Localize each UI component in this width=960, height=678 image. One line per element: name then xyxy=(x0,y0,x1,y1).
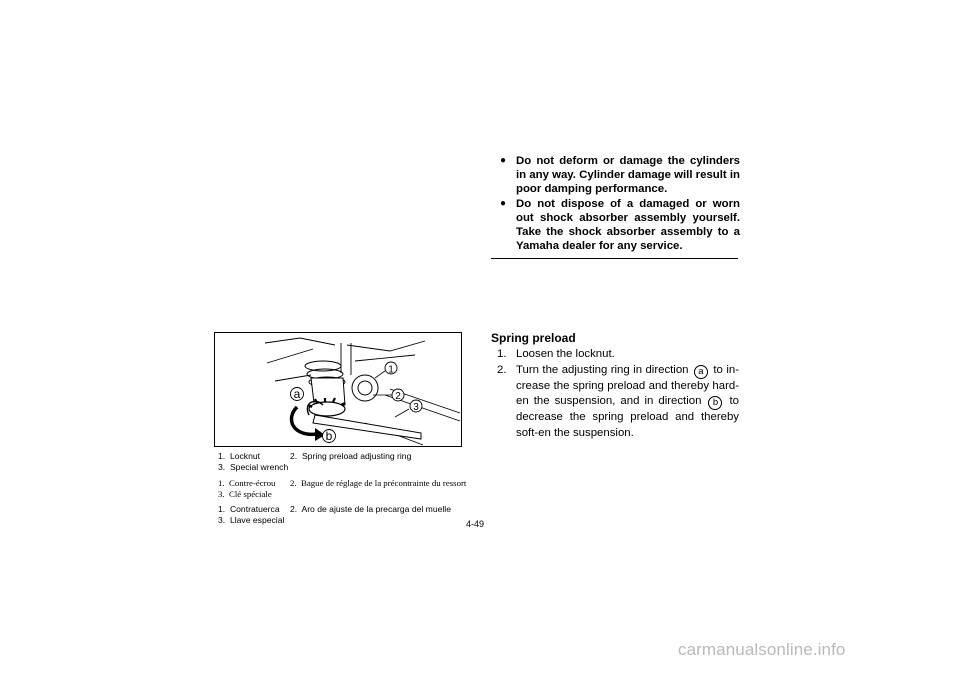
direction-a-icon: a xyxy=(694,365,708,379)
caption-item: 1. Locknut xyxy=(218,451,261,461)
callout-3 xyxy=(410,400,422,413)
caption-item: 1. Contre-écrou xyxy=(218,478,276,488)
caption-spanish-line1 xyxy=(218,504,451,515)
warning-list xyxy=(500,154,740,254)
svg-text:b: b xyxy=(325,429,333,443)
callout-2 xyxy=(392,389,404,402)
step-number: 2. xyxy=(497,363,507,376)
step-item xyxy=(497,363,739,442)
warning-item xyxy=(500,154,740,196)
caption-item: 2. Aro de ajuste de la precarga del muelle xyxy=(290,504,451,514)
spring-preload-figure xyxy=(214,332,462,447)
step-text: Loosen the locknut. xyxy=(516,348,615,360)
bullet-icon: ● xyxy=(500,155,507,166)
caption-item: 2. Bague de réglage de la précontrainte du ressort xyxy=(290,478,467,488)
step-text: to decrease the spring preload and thereby soft-en the suspension. xyxy=(516,395,740,439)
warning-end-rule xyxy=(491,258,738,259)
caption-item: 3. Llave especial xyxy=(218,515,285,525)
warning-text: Do not dispose of a damaged or worn out shock absorber assembly yourself. Take the shock absorber assembly to a Yamaha dealer for any service. xyxy=(516,198,740,252)
caption-english-line1 xyxy=(218,451,411,462)
callout-b xyxy=(323,429,336,443)
caption-item: 3. Clé spéciale xyxy=(218,489,272,499)
caption-spanish-line2 xyxy=(218,515,284,526)
shock-absorber-illustration xyxy=(215,333,462,447)
svg-text:3: 3 xyxy=(413,402,419,413)
page-number: 4-49 xyxy=(466,519,485,529)
step-text: to in-crease the spring preload and thereby hard-en the suspension, and in direction xyxy=(516,363,739,407)
watermark: carmanualsonline.info xyxy=(678,640,846,659)
callout-1 xyxy=(385,362,397,376)
section-title: Spring preload xyxy=(491,331,576,345)
step-list xyxy=(497,347,739,441)
svg-text:1: 1 xyxy=(388,364,394,376)
svg-text:2: 2 xyxy=(395,391,401,402)
caption-item: 2. Spring preload adjusting ring xyxy=(290,451,412,461)
caption-item: 1. Contratuerca xyxy=(218,504,280,514)
caption-item: 3. Special wrench xyxy=(218,462,289,472)
caption-french-line1 xyxy=(218,478,466,489)
step-text: Turn the adjusting ring in direction xyxy=(516,363,689,376)
caption-english-line2 xyxy=(218,462,288,473)
caption-french-line2 xyxy=(218,489,272,500)
step-item xyxy=(497,347,739,363)
warning-text: Do not deform or damage the cylinders in any way. Cylinder damage will result in poor damping performance. xyxy=(516,155,740,195)
svg-text:a: a xyxy=(293,387,301,401)
callout-a xyxy=(291,387,304,401)
warning-item xyxy=(500,197,740,253)
direction-b-icon: b xyxy=(708,396,722,410)
step-number: 1. xyxy=(497,348,507,360)
bullet-icon: ● xyxy=(500,198,507,209)
